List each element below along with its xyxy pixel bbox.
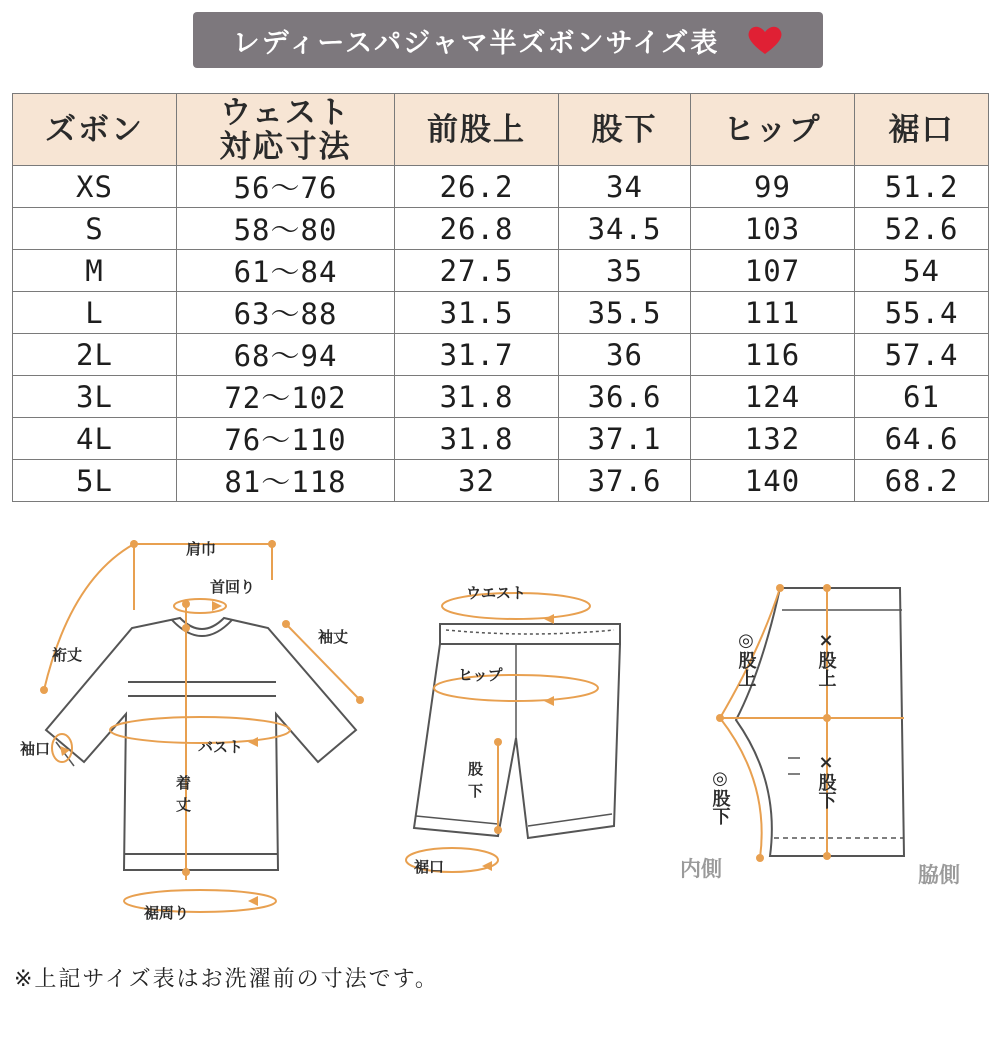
label-outer-inseam: ×股下 [815, 752, 837, 809]
cell-waist: 72～102 [177, 376, 395, 418]
header-waist-line1: ウェスト [220, 94, 351, 131]
header-size: ズボン [13, 94, 177, 166]
table-row [13, 334, 989, 376]
cell-waist: 76～110 [177, 418, 395, 460]
shorts-illustration [414, 624, 620, 838]
label-length-1: 着 [176, 774, 192, 792]
label-inseam-1: 股 [468, 760, 484, 778]
cell-hip: 99 [691, 166, 855, 208]
table-row [13, 418, 989, 460]
header-waist-line2: 対応寸法 [219, 128, 352, 165]
table-row [13, 292, 989, 334]
banner-title: レディースパジャマ半ズボンサイズ表 [232, 27, 720, 59]
cell-hip: 140 [691, 460, 855, 502]
shorts-arrowheads [482, 614, 554, 871]
cell-hem-opening: 57.4 [855, 334, 989, 376]
cell-front-rise: 26.8 [395, 208, 559, 250]
cell-front-rise: 27.5 [395, 250, 559, 292]
label-outer-rise: ×股上 [815, 630, 837, 687]
size-table [12, 93, 989, 502]
cell-front-rise: 26.2 [395, 166, 559, 208]
label-sleeve: 袖丈 [318, 628, 349, 646]
cell-hem-opening: 64.6 [855, 418, 989, 460]
cell-inseam: 34 [559, 166, 691, 208]
cell-hip: 103 [691, 208, 855, 250]
label-inner-side: 内側 [680, 857, 722, 881]
cell-size: S [13, 208, 177, 250]
cell-inseam: 36 [559, 334, 691, 376]
label-inner-rise: ◎股上 [735, 630, 757, 687]
label-leg-opening: 裾口 [414, 858, 445, 876]
cell-inseam: 36.6 [559, 376, 691, 418]
cell-hem-opening: 68.2 [855, 460, 989, 502]
rise-measure-lines [720, 588, 904, 858]
measurement-diagram [0, 520, 1000, 940]
cell-hem-opening: 51.2 [855, 166, 989, 208]
table-row [13, 250, 989, 292]
cell-hip: 116 [691, 334, 855, 376]
cell-waist: 56～76 [177, 166, 395, 208]
label-length-2: 丈 [176, 796, 192, 814]
cell-hip: 111 [691, 292, 855, 334]
cell-hem-opening: 54 [855, 250, 989, 292]
header-waist [177, 94, 395, 166]
label-neck: 首回り [210, 578, 256, 596]
cell-hem-opening: 61 [855, 376, 989, 418]
label-cuff: 袖口 [20, 740, 51, 758]
table-header-row [13, 94, 989, 166]
heart-icon [747, 24, 783, 56]
rise-labels [680, 630, 960, 887]
cell-inseam: 37.1 [559, 418, 691, 460]
header-front-rise: 前股上 [395, 94, 559, 166]
cell-front-rise: 32 [395, 460, 559, 502]
header-inseam: 股下 [559, 94, 691, 166]
cell-waist: 68～94 [177, 334, 395, 376]
table-row [13, 166, 989, 208]
cell-front-rise: 31.8 [395, 418, 559, 460]
table-row [13, 208, 989, 250]
cell-waist: 61～84 [177, 250, 395, 292]
cell-size: 2L [13, 334, 177, 376]
header-hem-opening: 裾口 [855, 94, 989, 166]
cell-size: 4L [13, 418, 177, 460]
shirt-measure-lines [44, 540, 360, 912]
cell-hem-opening: 52.6 [855, 208, 989, 250]
table-row [13, 460, 989, 502]
label-hip: ヒップ [458, 666, 503, 684]
cell-front-rise: 31.8 [395, 376, 559, 418]
cell-inseam: 34.5 [559, 208, 691, 250]
rise-measure-dots [716, 584, 831, 862]
table-row [13, 376, 989, 418]
label-outer-side: 脇側 [918, 863, 960, 887]
cell-hip: 107 [691, 250, 855, 292]
cell-size: 5L [13, 460, 177, 502]
label-hem: 裾周り [144, 904, 190, 922]
label-yuki: 裄丈 [52, 646, 83, 664]
title-banner [193, 12, 823, 68]
cell-hem-opening: 55.4 [855, 292, 989, 334]
label-shoulder: 肩巾 [186, 540, 217, 558]
cell-inseam: 35.5 [559, 292, 691, 334]
cell-inseam: 37.6 [559, 460, 691, 502]
cell-hip: 124 [691, 376, 855, 418]
label-inseam-2: 下 [468, 782, 484, 800]
shorts-labels [413, 584, 526, 876]
cell-waist: 81～118 [177, 460, 395, 502]
shirt-measure-dots [40, 540, 364, 876]
cell-size: 3L [13, 376, 177, 418]
cell-front-rise: 31.7 [395, 334, 559, 376]
footer-note: ※上記サイズ表はお洗濯前の寸法です。 [14, 967, 439, 992]
cell-hip: 132 [691, 418, 855, 460]
cell-size: M [13, 250, 177, 292]
label-bust: バスト [198, 738, 244, 756]
cell-front-rise: 31.5 [395, 292, 559, 334]
cell-size: L [13, 292, 177, 334]
cell-inseam: 35 [559, 250, 691, 292]
cell-waist: 58～80 [177, 208, 395, 250]
cell-waist: 63～88 [177, 292, 395, 334]
label-inner-inseam: ◎股下 [709, 768, 731, 825]
header-hip: ヒップ [691, 94, 855, 166]
shirt-labels [20, 540, 348, 922]
label-waist: ウエスト [466, 584, 527, 602]
cell-size: XS [13, 166, 177, 208]
